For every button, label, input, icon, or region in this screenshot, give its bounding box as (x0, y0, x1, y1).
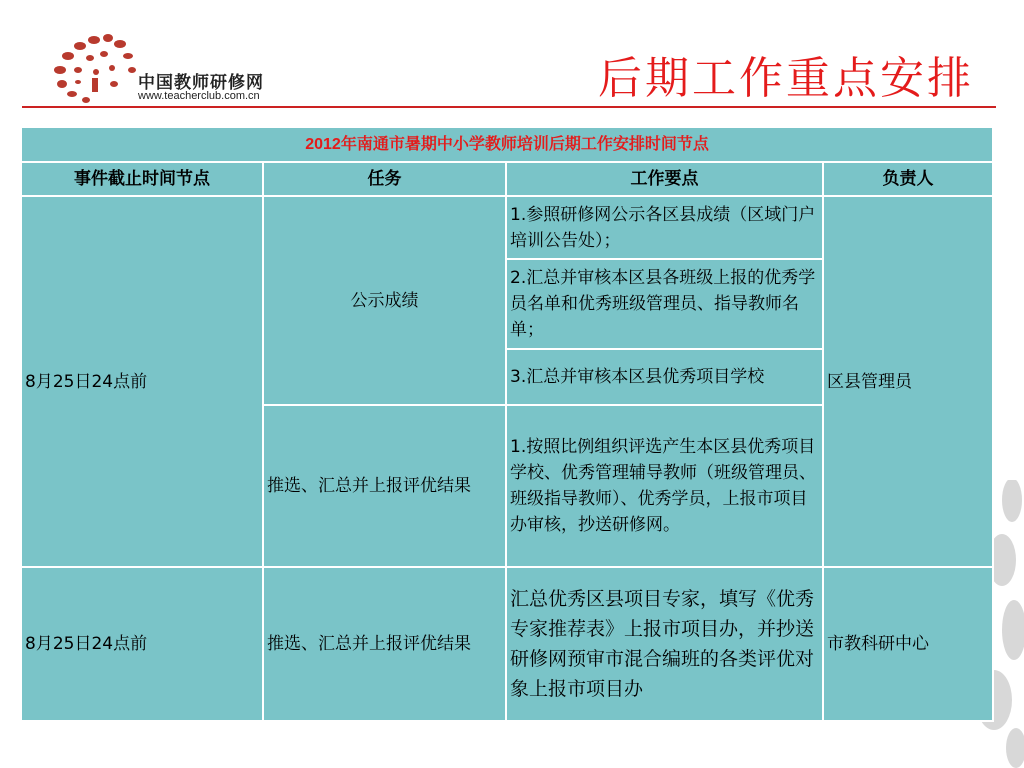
deadline-cell: 8月25日24点前 (21, 196, 263, 567)
table-row (21, 196, 993, 259)
column-header-owner: 负责人 (823, 162, 993, 196)
owner-cell: 区县管理员 (823, 196, 993, 567)
key-point-cell: 汇总优秀区县项目专家，填写《优秀专家推荐表》上报市项目办，并抄送研修网预审市混合编班的各类评优对象上报市项目办 (506, 567, 823, 721)
task-cell: 推选、汇总并上报评优结果 (263, 405, 506, 567)
schedule-table (20, 126, 994, 722)
owner-cell: 市教科研中心 (823, 567, 993, 721)
task-cell: 公示成绩 (263, 196, 506, 405)
teacherclub-logo (48, 30, 298, 106)
column-header-task: 任务 (263, 162, 506, 196)
title-divider (22, 106, 996, 108)
task-cell: 推选、汇总并上报评优结果 (263, 567, 506, 721)
logo-dots-icon (48, 30, 140, 106)
table-header-row (21, 162, 993, 196)
key-point-cell: 2.汇总并审核本区县各班级上报的优秀学员名单和优秀班级管理员、指导教师名单； (506, 259, 823, 349)
key-point-cell: 1.按照比例组织评选产生本区县优秀项目学校、优秀管理辅导教师（班级管理员、班级指导教师）、优秀学员，上报市项目办审核，抄送研修网。 (506, 405, 823, 567)
page-title: 后期工作重点安排 (598, 53, 974, 104)
key-point-cell: 3.汇总并审核本区县优秀项目学校 (506, 349, 823, 405)
logo-name: 中国教师研修网 (138, 73, 264, 93)
column-header-deadline: 事件截止时间节点 (21, 162, 263, 196)
column-header-key-points: 工作要点 (506, 162, 823, 196)
table-row (21, 567, 993, 721)
key-point-cell: 1.参照研修网公示各区县成绩（区域门户培训公告处）； (506, 196, 823, 259)
logo-url: www.teacherclub.com.cn (138, 90, 260, 102)
table-caption: 2012年南通市暑期中小学教师培训后期工作安排时间节点 (21, 127, 993, 162)
deadline-cell: 8月25日24点前 (21, 567, 263, 721)
